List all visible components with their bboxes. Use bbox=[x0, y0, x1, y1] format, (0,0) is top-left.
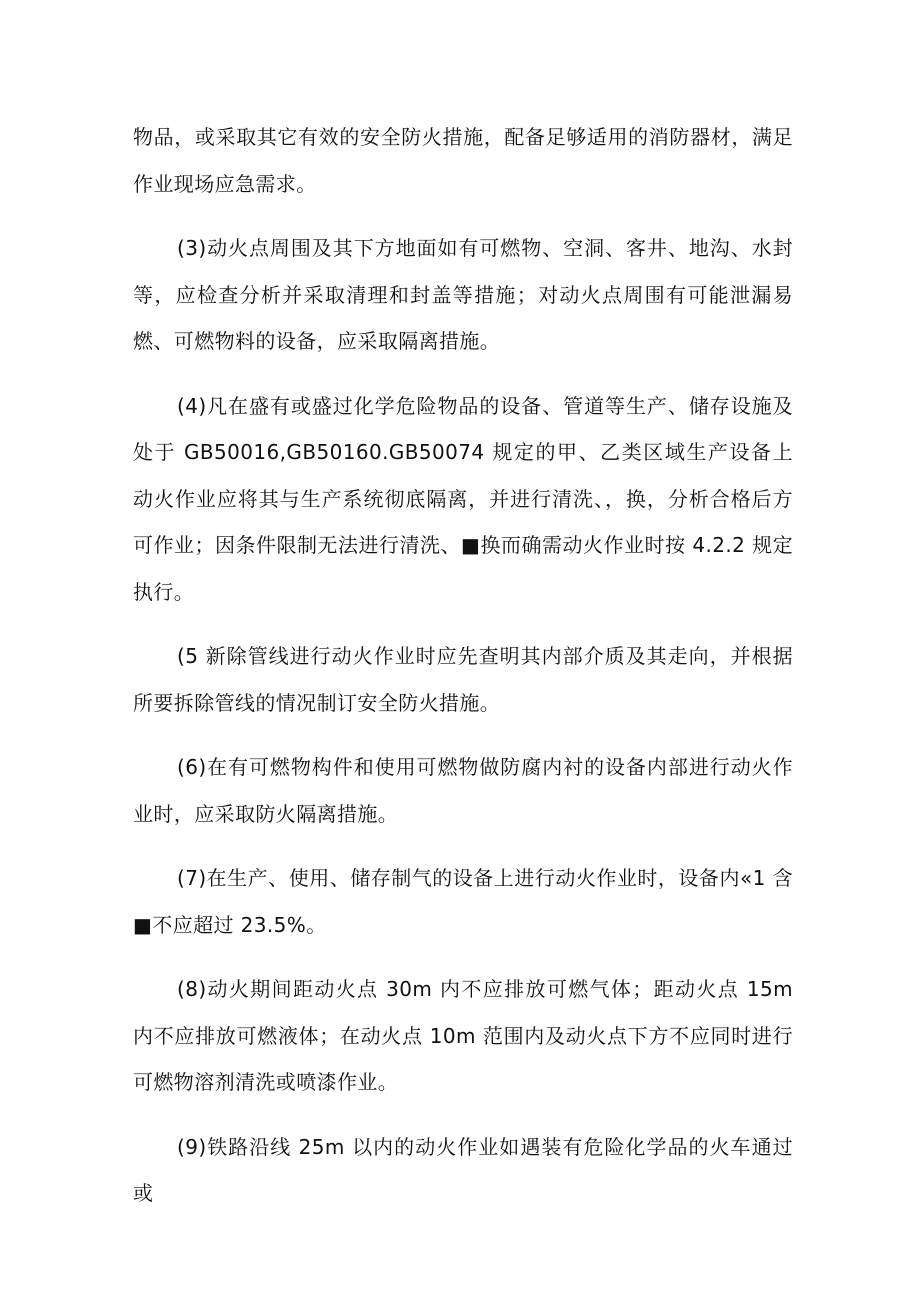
paragraph: (9)铁路沿线 25m 以内的动火作业如遇装有危险化学品的火车通过或 bbox=[133, 1134, 793, 1205]
paragraph: (6)在有可燃物构件和使用可燃物做防腐内衬的设备内部进行动火作业时，应采取防火隔离措施。 bbox=[133, 755, 793, 826]
paragraph: (3)动火点周围及其下方地面如有可燃物、空洞、客井、地沟、水封等，应检查分析并采取清理和封盖等措施；对动火点周围有可能泄漏易燃、可燃物料的设备，应采取隔离措施。 bbox=[133, 236, 793, 353]
paragraph: (8)动火期间距动火点 30m 内不应排放可燃气体；距动火点 15m 内不应排放可燃液体；在动火点 10m 范围内及动火点下方不应同时进行可燃物溶剂清洗或喷漆作业。 bbox=[133, 977, 793, 1094]
paragraph: (4)凡在盛有或盛过化学危险物品的设备、管道等生产、储存设施及处于 GB50016,GB50160.GB50074 规定的甲、乙类区域生产设备上动火作业应将其与生产系统彻底隔离，并进行清洗、，换，分析合格后方可作业；因条件限制无法进行清洗、■换而确需动火作业时按 4.2.2 规定执行。 bbox=[133, 393, 793, 604]
paragraph: (5 新除管线进行动火作业时应先查明其内部介质及其走向，并根据所要拆除管线的情况制订安全防火措施。 bbox=[133, 644, 793, 715]
paragraph: (7)在生产、使用、储存制气的设备上进行动火作业时，设备内«1 含■不应超过 23.5%。 bbox=[133, 866, 793, 937]
document-body bbox=[133, 114, 793, 1235]
paragraph: 物品，或采取其它有效的安全防火措施，配备足够适用的消防器材，满足作业现场应急需求。 bbox=[133, 125, 793, 196]
